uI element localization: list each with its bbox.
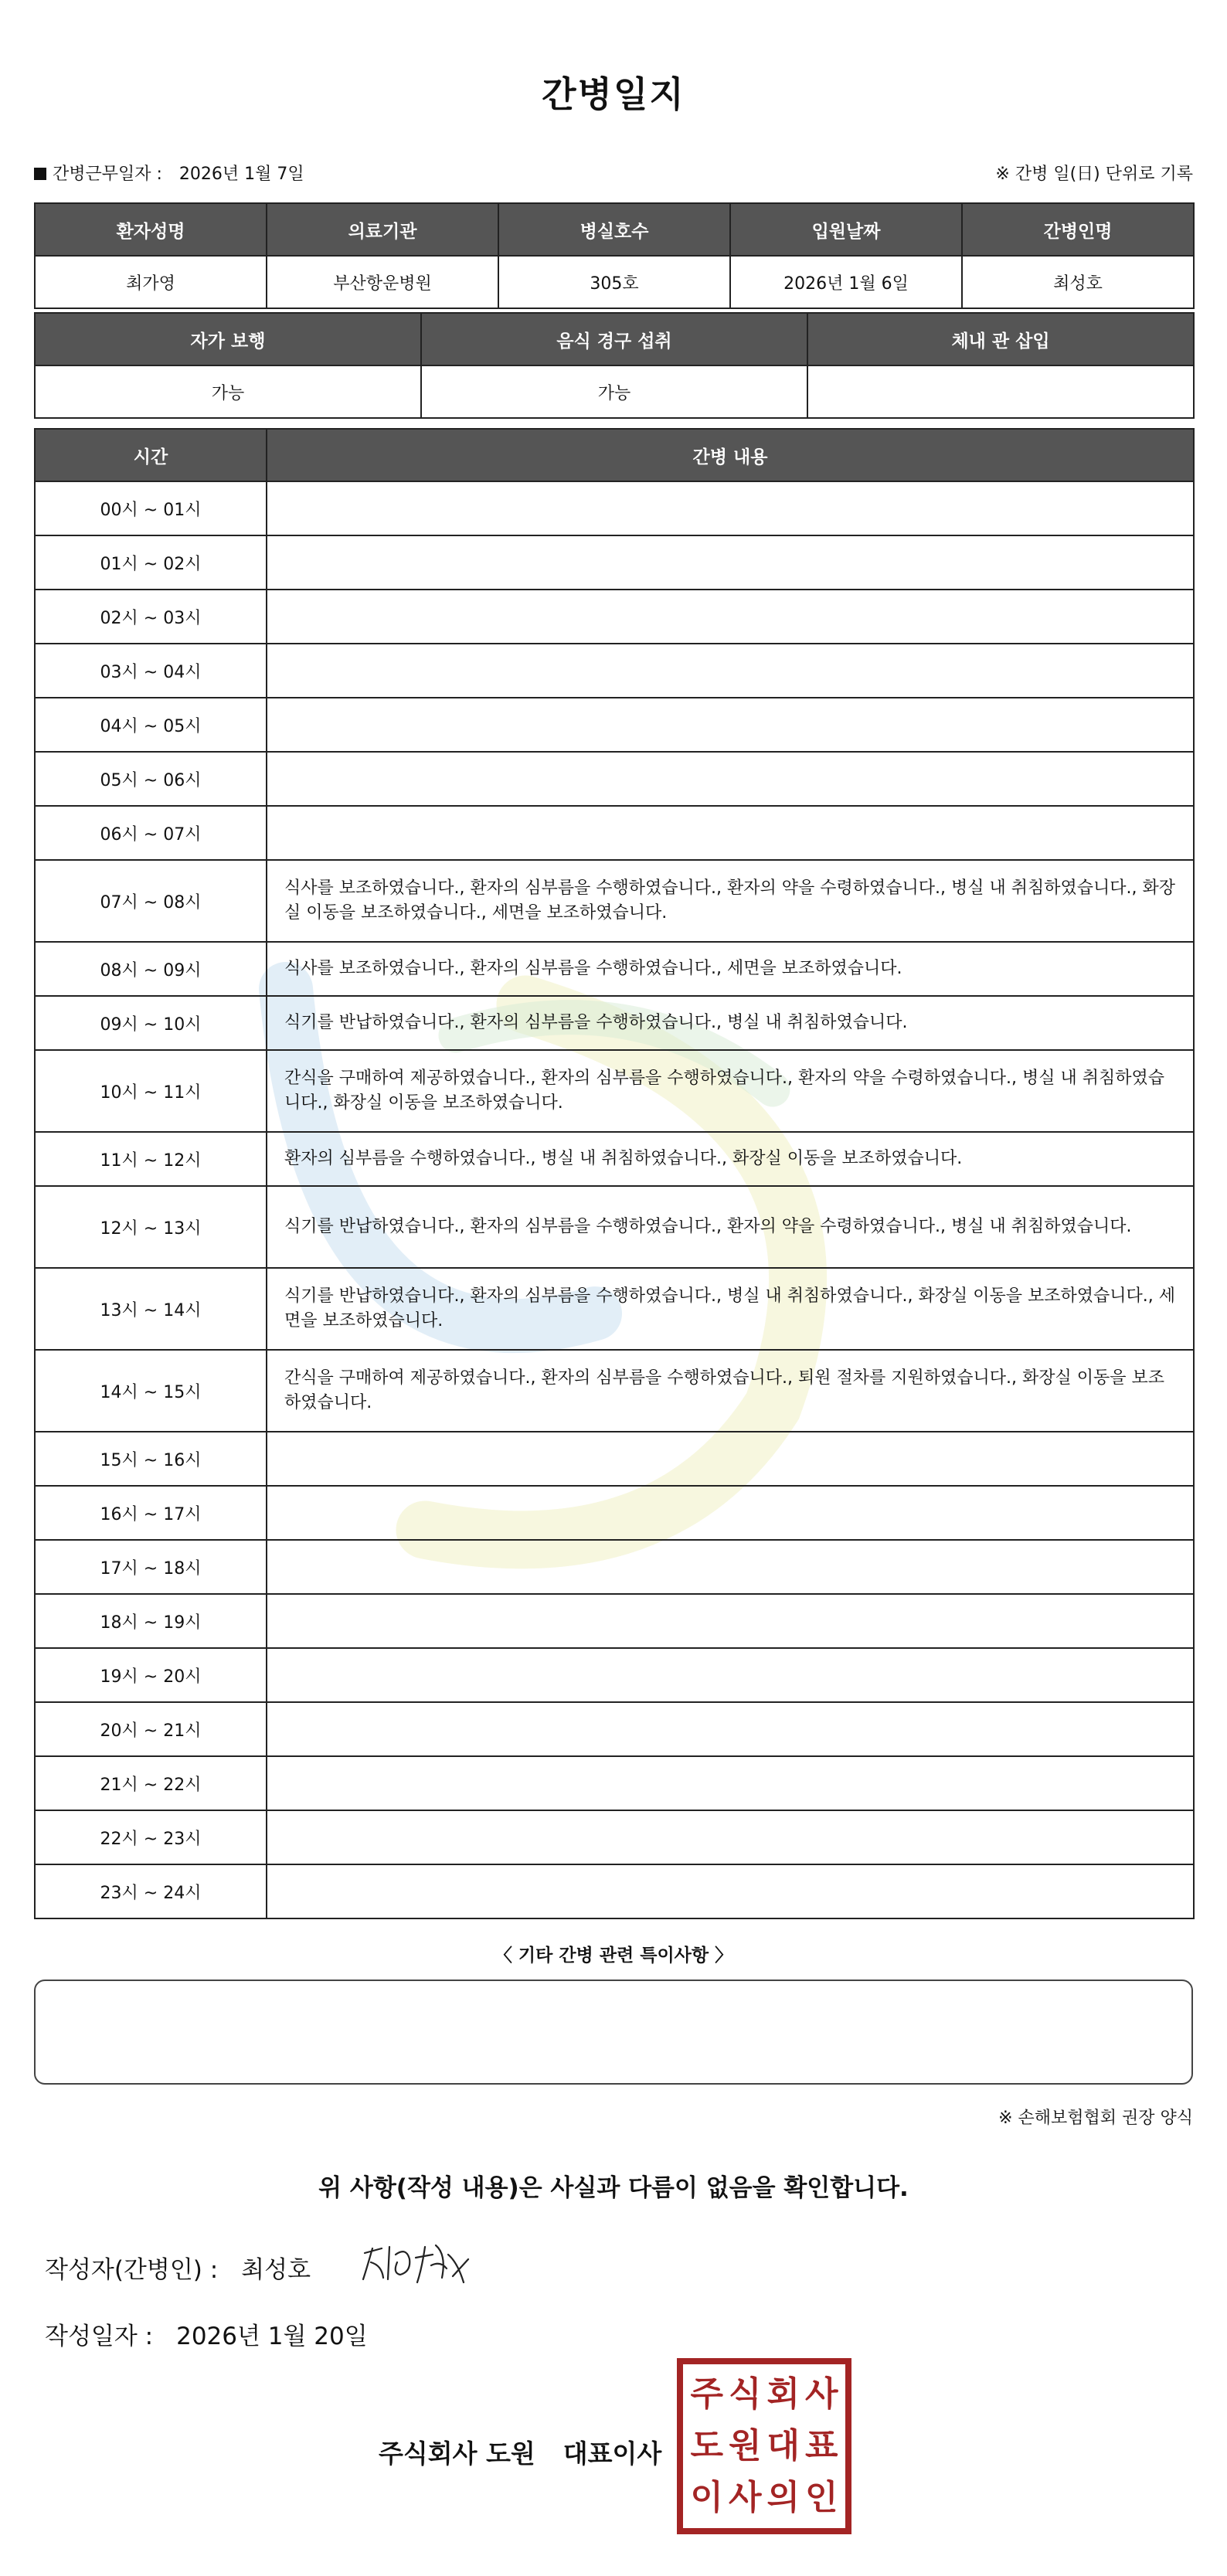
admission-date-cell: 2026년 1월 6일 (730, 256, 962, 308)
hospital-cell: 부산항운병원 (267, 256, 498, 308)
time-cell: 00시 ~ 01시 (35, 481, 267, 535)
walking-cell: 가능 (35, 365, 421, 418)
table-row (35, 942, 1194, 996)
header-care-content: 간병 내용 (267, 429, 1194, 481)
time-cell: 15시 ~ 16시 (35, 1432, 267, 1486)
time-cell: 06시 ~ 07시 (35, 806, 267, 860)
table-row (35, 860, 1194, 942)
time-cell: 19시 ~ 20시 (35, 1648, 267, 1702)
header-admission-date: 입원날짜 (730, 203, 962, 256)
content-cell: 환자의 심부름을 수행하였습니다., 병실 내 취침하였습니다., 화장실 이동을 보조하였습니다. (267, 1132, 1194, 1186)
content-cell (267, 1432, 1194, 1486)
form-source-note: ※ 손해보험협회 권장 양식 (998, 2109, 1193, 2128)
header-tube-insertion: 체내 관 삽입 (807, 313, 1194, 365)
patient-name-cell: 최가영 (35, 256, 267, 308)
content-cell: 식기를 반납하였습니다., 환자의 심부름을 수행하였습니다., 환자의 약을 수령하였습니다., 병실 내 취침하였습니다. (267, 1186, 1194, 1268)
content-cell (267, 1648, 1194, 1702)
caregiver-name-cell: 최성호 (962, 256, 1194, 308)
content-cell (267, 590, 1194, 644)
seal-char: 이 (690, 2477, 723, 2517)
write-date-line (45, 2316, 368, 2351)
time-cell: 03시 ~ 04시 (35, 644, 267, 698)
patient-status-table (34, 312, 1195, 419)
content-cell (267, 806, 1194, 860)
table-row (35, 996, 1194, 1050)
table-row (35, 1350, 1194, 1432)
table-row (35, 1594, 1194, 1648)
seal-char: 사 (804, 2374, 838, 2415)
time-cell: 01시 ~ 02시 (35, 535, 267, 590)
time-cell: 23시 ~ 24시 (35, 1864, 267, 1918)
oral-intake-cell: 가능 (421, 365, 807, 418)
content-cell (267, 1594, 1194, 1648)
content-cell: 간식을 구매하여 제공하였습니다., 환자의 심부름을 수행하였습니다., 퇴원 절차를 지원하였습니다., 화장실 이동을 보조하였습니다. (267, 1350, 1194, 1432)
handwritten-signature (355, 2231, 471, 2293)
seal-char: 사 (728, 2477, 762, 2517)
table-row (35, 1756, 1194, 1810)
content-cell (267, 644, 1194, 698)
room-number-cell: 305호 (498, 256, 730, 308)
content-cell: 식기를 반납하였습니다., 환자의 심부름을 수행하였습니다., 병실 내 취침하였습니다., 화장실 이동을 보조하였습니다., 세면을 보조하였습니다. (267, 1268, 1194, 1350)
content-cell (267, 1702, 1194, 1756)
time-cell: 14시 ~ 15시 (35, 1350, 267, 1432)
time-cell: 11시 ~ 12시 (35, 1132, 267, 1186)
table-row (35, 698, 1194, 752)
company-name: 주식회사 도원 (379, 2438, 535, 2469)
seal-char: 인 (804, 2477, 838, 2517)
time-cell: 17시 ~ 18시 (35, 1540, 267, 1594)
time-cell: 16시 ~ 17시 (35, 1486, 267, 1540)
time-cell: 05시 ~ 06시 (35, 752, 267, 806)
content-cell: 식기를 반납하였습니다., 환자의 심부름을 수행하였습니다., 병실 내 취침하였습니다. (267, 996, 1194, 1050)
company-line (379, 2434, 661, 2470)
time-cell: 18시 ~ 19시 (35, 1594, 267, 1648)
table-row (35, 481, 1194, 535)
content-cell (267, 1756, 1194, 1810)
seal-characters (688, 2369, 841, 2523)
table-row (35, 1648, 1194, 1702)
company-seal-stamp (677, 2358, 851, 2534)
page-title: 간병일지 (542, 73, 685, 115)
seal-char: 회 (766, 2374, 800, 2415)
table-row (35, 806, 1194, 860)
confirmation-statement: 위 사항(작성 내용)은 사실과 다름이 없음을 확인합니다. (318, 2174, 909, 2202)
work-date-label: 간병근무일자 : (53, 165, 162, 184)
seal-char: 도 (690, 2425, 723, 2466)
write-date-value: 2026년 1월 20일 (176, 2323, 368, 2350)
seal-char: 식 (728, 2374, 762, 2415)
time-cell: 20시 ~ 21시 (35, 1702, 267, 1756)
table-row (35, 1432, 1194, 1486)
notes-title: 〈 기타 간병 관련 특이사항 〉 (494, 1946, 733, 1966)
seal-char: 의 (766, 2477, 800, 2517)
table-row (35, 1050, 1194, 1132)
table-row (35, 1186, 1194, 1268)
table-row (35, 1268, 1194, 1350)
company-representative: 대표이사 (563, 2438, 662, 2469)
writer-label: 작성자(간병인) : (45, 2256, 219, 2284)
time-cell: 08시 ~ 09시 (35, 942, 267, 996)
meta-row (34, 161, 1193, 189)
notes-box (34, 1980, 1193, 2085)
content-cell (267, 698, 1194, 752)
time-cell: 10시 ~ 11시 (35, 1050, 267, 1132)
work-date-value: 2026년 1월 7일 (178, 165, 304, 184)
time-cell: 04시 ~ 05시 (35, 698, 267, 752)
write-date-label: 작성일자 : (45, 2323, 154, 2350)
content-cell: 간식을 구매하여 제공하였습니다., 환자의 심부름을 수행하였습니다., 환자의 약을 수령하였습니다., 병실 내 취침하였습니다., 화장실 이동을 보조하였습니다. (267, 1050, 1194, 1132)
time-cell: 21시 ~ 22시 (35, 1756, 267, 1810)
time-cell: 02시 ~ 03시 (35, 590, 267, 644)
header-time: 시간 (35, 429, 267, 481)
header-room-number: 병실호수 (498, 203, 730, 256)
content-cell (267, 1540, 1194, 1594)
seal-char: 주 (690, 2374, 723, 2415)
content-cell (267, 481, 1194, 535)
table-row (35, 1540, 1194, 1594)
seal-char: 표 (804, 2425, 838, 2466)
work-date-info (34, 161, 304, 185)
writer-line (45, 2250, 311, 2285)
time-cell: 07시 ~ 08시 (35, 860, 267, 942)
content-cell (267, 1864, 1194, 1918)
content-cell (267, 752, 1194, 806)
care-log-table (34, 428, 1195, 1919)
table-row (35, 1486, 1194, 1540)
square-bullet-icon (34, 168, 46, 180)
content-cell: 식사를 보조하였습니다., 환자의 심부름을 수행하였습니다., 환자의 약을 수령하였습니다., 병실 내 취침하였습니다., 화장실 이동을 보조하였습니다., 세면을 보조하였습니다. (267, 860, 1194, 942)
table-row (35, 1132, 1194, 1186)
time-cell: 09시 ~ 10시 (35, 996, 267, 1050)
content-cell (267, 535, 1194, 590)
content-cell (267, 1486, 1194, 1540)
table-row (35, 752, 1194, 806)
table-row (35, 1864, 1194, 1918)
time-cell: 12시 ~ 13시 (35, 1186, 267, 1268)
table-row (35, 590, 1194, 644)
time-cell: 13시 ~ 14시 (35, 1268, 267, 1350)
tube-insertion-cell (807, 365, 1194, 418)
header-oral-intake: 음식 경구 섭취 (421, 313, 807, 365)
table-row (35, 1810, 1194, 1864)
header-hospital: 의료기관 (267, 203, 498, 256)
content-cell: 식사를 보조하였습니다., 환자의 심부름을 수행하였습니다., 세면을 보조하였습니다. (267, 942, 1194, 996)
header-walking: 자가 보행 (35, 313, 421, 365)
patient-info-table (34, 202, 1195, 309)
writer-name: 최성호 (241, 2256, 311, 2284)
table-row (35, 1702, 1194, 1756)
header-patient-name: 환자성명 (35, 203, 267, 256)
unit-note: ※ 간병 일(日) 단위로 기록 (995, 165, 1193, 184)
time-cell: 22시 ~ 23시 (35, 1810, 267, 1864)
header-caregiver-name: 간병인명 (962, 203, 1194, 256)
table-row (35, 644, 1194, 698)
seal-char: 대 (766, 2425, 800, 2466)
table-row (35, 535, 1194, 590)
seal-char: 원 (728, 2425, 762, 2466)
content-cell (267, 1810, 1194, 1864)
